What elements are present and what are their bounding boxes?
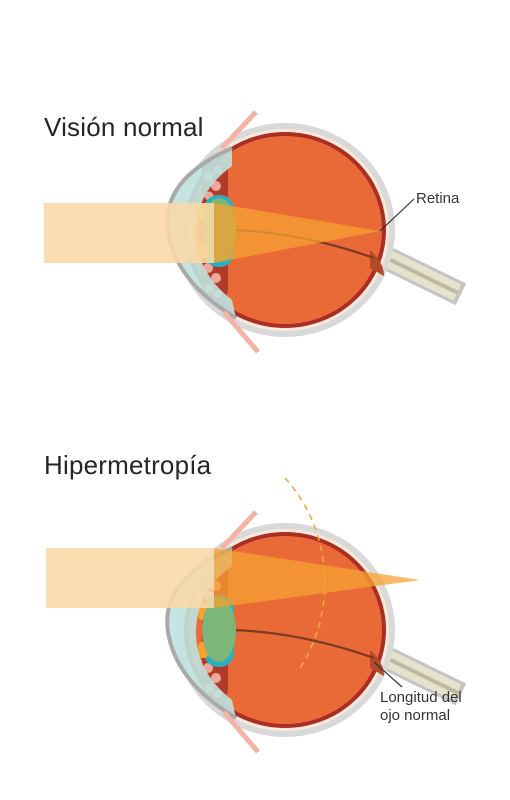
length-label-line1: Longitud del xyxy=(380,689,462,706)
light-beam xyxy=(44,203,214,263)
retina-label: Retina xyxy=(416,190,460,207)
panel-hyperopia xyxy=(0,400,510,800)
light-beam xyxy=(46,548,214,608)
length-label-line2: ojo normal xyxy=(380,707,451,724)
title-hyperopia: Hipermetropía xyxy=(44,450,212,480)
title-normal-vision: Visión normal xyxy=(44,112,204,142)
